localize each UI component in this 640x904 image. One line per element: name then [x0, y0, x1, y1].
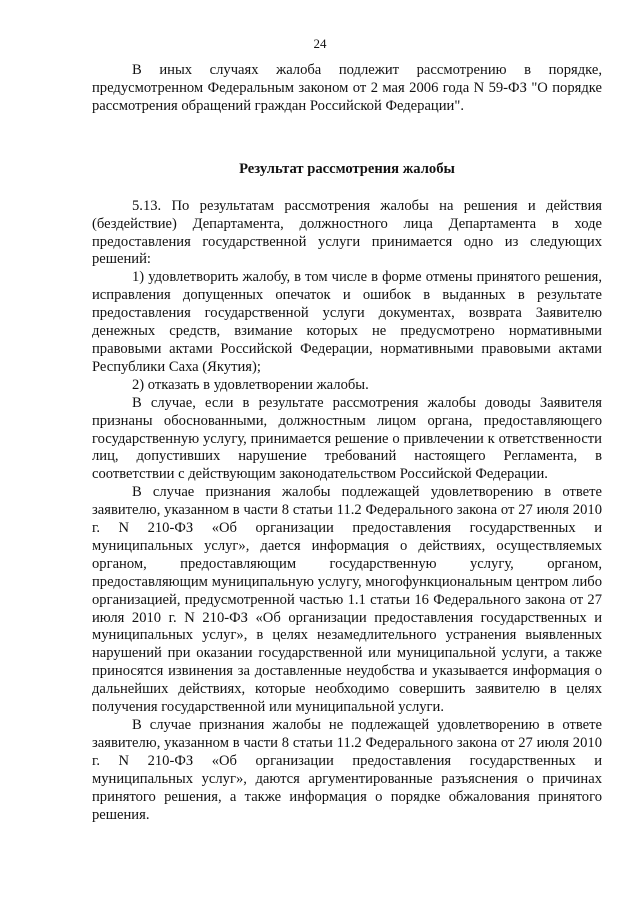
paragraph-complaint-upheld: В случае признания жалобы подлежащей удовлетворению в ответе заявителю, указанном в части 8 статьи 11.2 Федерального закона от 27 июля 2010 г. N 210-ФЗ «Об организации предоставления государственных и муниципальных услуг», дается информация о действиях, осуществляемых органом, предоставляющим государственную услугу, органом, предоставляющим муниципальную услугу, многофункциональным центром либо организацией, предусмотренной частью 1.1 статьи 16 Федерального закона от 27 июля 2010 г. N 210-ФЗ «Об организации предоставления государственных и муниципальных услуг», в целях незамедлительного устранения выявленных нарушений при оказании государственной или муниципальной услуги, а также приносятся извинения за доставленные неудобства и указывается информация о дальнейших действиях, которые необходимо совершить заявителю в целях получения государственной или муниципальной услуги.: [92, 484, 602, 716]
paragraph-decision-satisfy: 1) удовлетворить жалобу, в том числе в форме отмены принятого решения, исправления допущенных опечаток и ошибок в выданных в результате предоставления государственной услуги документах, возврата Заявителю денежных средств, взимание которых не предусмотрено нормативными правовыми актами Российской Федерации, нормативными правовыми актами Республики Саха (Якутия);: [92, 269, 602, 375]
paragraph-complaint-rejected: В случае признания жалобы не подлежащей удовлетворению в ответе заявителю, указанном в части 8 статьи 11.2 Федерального закона от 27 июля 2010 г. N 210-ФЗ «Об организации предоставления государственных и муниципальных услуг», даются аргументированные разъяснения о причинах принятого решения, а также информация о порядке обжалования принятого решения.: [92, 717, 602, 823]
paragraph-decision-refuse: 2) отказать в удовлетворении жалобы.: [132, 376, 369, 393]
section-heading: Результат рассмотрения жалобы: [239, 160, 455, 177]
paragraph-5-13: 5.13. По результатам рассмотрения жалобы на решения и действия (бездействие) Департамента, должностного лица Департамента в ходе предоставления государственной услуги принимается одно из следующих решений:: [92, 197, 602, 268]
page-number: 24: [313, 36, 327, 51]
paragraph-responsibility: В случае, если в результате рассмотрения жалобы доводы Заявителя признаны обоснованными, должностным лицом органа, предоставляющего государственную услугу, принимается решение о привлечении к ответственности лиц, допустивших нарушение требований настоящего Регламента, в соответствии с действующим законодательством Российской Федерации.: [92, 394, 602, 483]
intro-paragraph: В иных случаях жалоба подлежит рассмотрению в порядке, предусмотренном Федеральным законом от 2 мая 2006 года N 59-ФЗ "О порядке рассмотрения обращений граждан Российской Федерации".: [92, 62, 602, 114]
document-body: [92, 62, 602, 824]
